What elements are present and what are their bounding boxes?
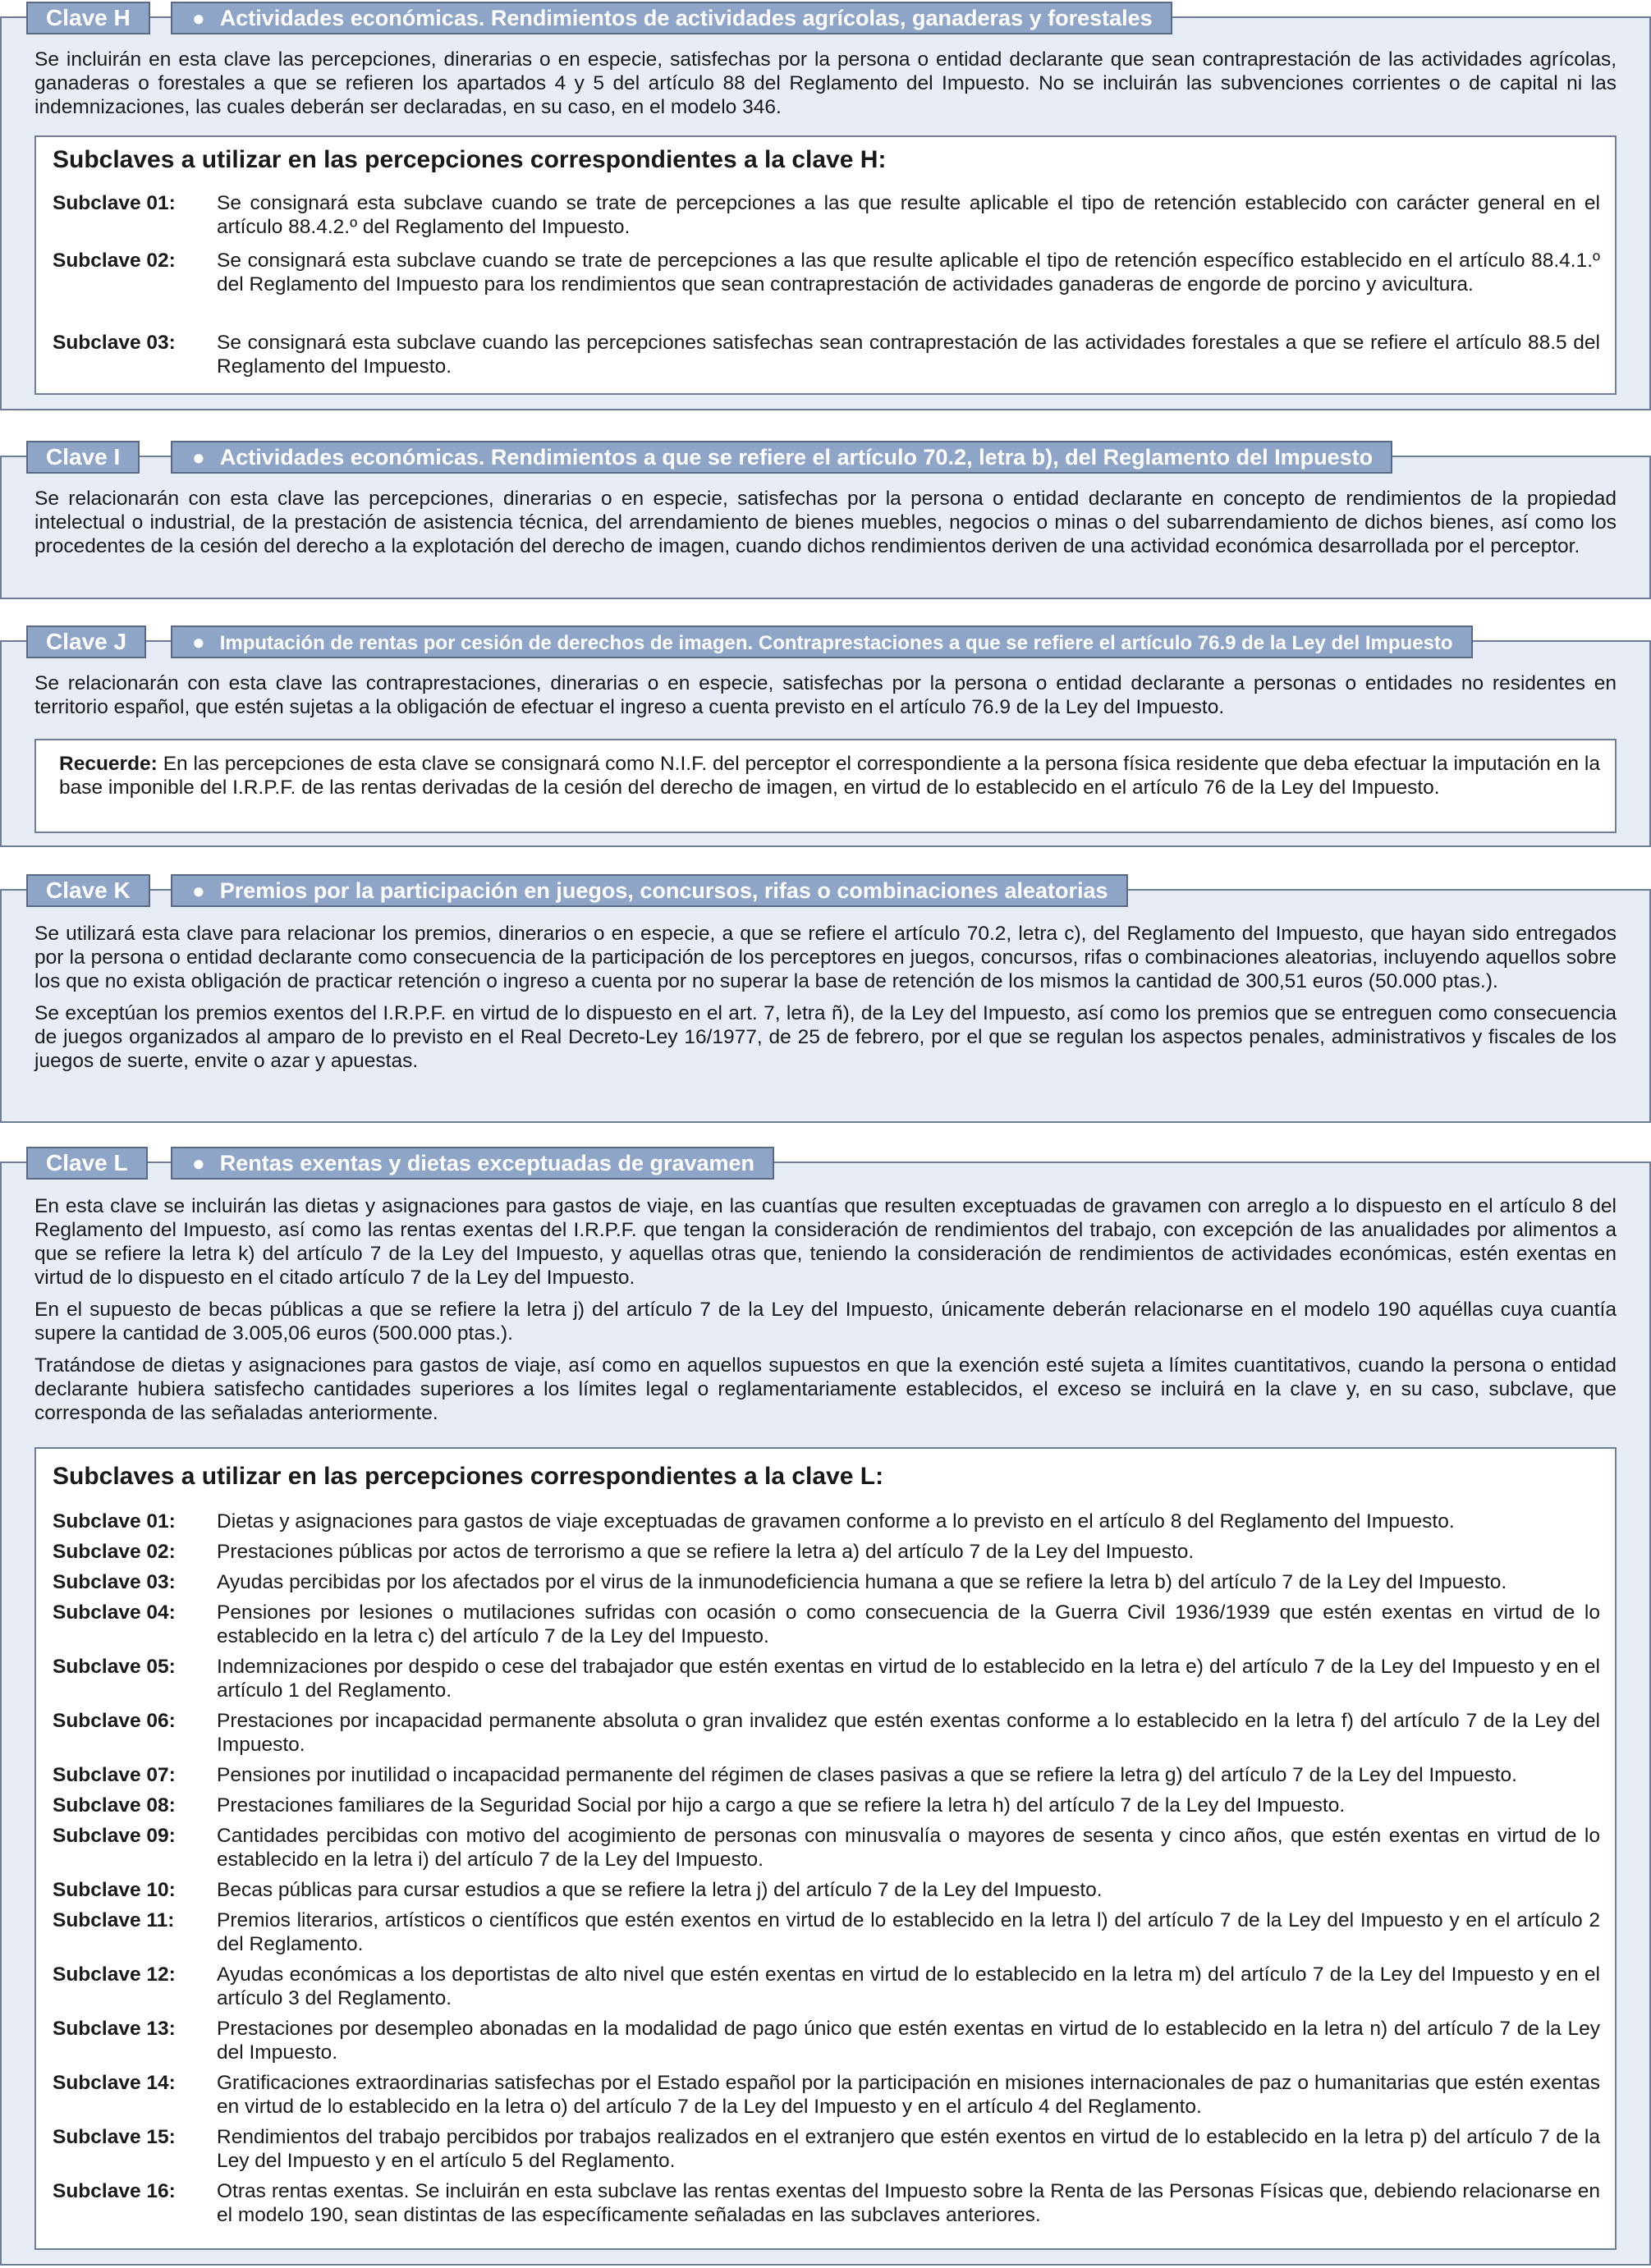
clave-l-subclave-row xyxy=(53,1540,1600,1564)
subclave-label: Subclave 01: xyxy=(53,192,176,214)
subclave-text: Otras rentas exentas. Se incluirán en esta subclave las rentas exentas del Impuesto sobre la Renta de las Personas Físicas que, debiendo relacionarse en el modelo 190, sean distintas de las específicamente señaladas en las subclaves anteriores. xyxy=(217,2180,1600,2226)
clave-l-subclave-row xyxy=(53,1601,1600,1648)
subclave-label: Subclave 02: xyxy=(53,250,176,272)
clave-j-paragraph-text: Se relacionarán con esta clave las contraprestaciones, dinerarias o en especie, satisfechas por la persona o entidad declarante a personas o entidades no residentes en territorio español, que estén sujetas a la obligación de efectuar el ingreso a cuenta previsto en el artículo 76.9 de la Ley del Impuesto. xyxy=(34,672,1617,718)
subclave-text: Pensiones por inutilidad o incapacidad permanente del régimen de clases pasivas a que se refiere la letra g) del artículo 7 de la Ley del Impuesto. xyxy=(217,1764,1517,1786)
clave-l-subclave-row xyxy=(53,2071,1600,2119)
clave-l-subclave-row xyxy=(53,1510,1600,1533)
subclave-text: Prestaciones por desempleo abonadas en la modalidad de pago único que estén exentas en virtud de lo establecido en la letra n) del artículo 7 de la Ley del Impuesto. xyxy=(217,2018,1600,2064)
section-clave-k xyxy=(0,873,1651,1127)
section-clave-l xyxy=(0,1145,1651,2266)
clave-h-subclave-row xyxy=(53,191,1600,239)
subclave-text: Prestaciones por incapacidad permanente absoluta o gran invalidez que estén exentas conforme a lo establecido en la letra f) del artículo 7 de la Ley del Impuesto. xyxy=(217,1710,1600,1756)
subclave-label: Subclave 03: xyxy=(53,1571,176,1593)
subclave-label: Subclave 07: xyxy=(53,1764,176,1786)
clave-h-title xyxy=(171,2,1172,34)
clave-i-paragraph-text: Se relacionarán con esta clave las percepciones, dinerarias o en especie, satisfechas por la persona o entidad declarante en concepto de rendimientos de la propiedad intelectual o industrial, de la prestación de asistencia técnica, del arrendamiento de bienes muebles, negocios o minas o del subarrendamiento de dichos bienes, así como los procedentes de la cesión del derecho a la explotación del derecho de imagen, cuando dichos rendimientos deriven de una actividad económica desarrollada por el perceptor. xyxy=(34,488,1617,557)
clave-k-paragraph-2: Se exceptúan los premios exentos del I.R.P.F. en virtud de lo dispuesto en el art. 7, letra ñ), de la Ley del Impuesto, así como los premios que se entreguen como consecuencia de juegos organizados al amparo de lo previsto en el Real Decreto-Ley 16/1977, de 25 de febrero, por el que se regulan los aspectos penales, administrativos y fiscales de los juegos de suerte, envite o azar y apuestas. xyxy=(34,1002,1617,1072)
clave-l-subclave-row xyxy=(53,1655,1600,1702)
clave-l-subclave-row xyxy=(53,1824,1600,1872)
clave-h-subclave-row xyxy=(53,331,1600,378)
subclave-label: Subclave 16: xyxy=(53,2180,176,2202)
clave-k-paragraphs xyxy=(34,922,1617,1081)
clave-l-subclave-row xyxy=(53,2017,1600,2064)
subclave-text: Prestaciones públicas por actos de terrorismo a que se refiere la letra a) del artículo 7 de la Ley del Impuesto. xyxy=(217,1541,1195,1563)
clave-l-title-text: Rentas exentas y dietas exceptuadas de gravamen xyxy=(219,1151,755,1175)
clave-j-paragraph xyxy=(34,671,1617,727)
clave-i-tab: Clave I xyxy=(26,441,140,474)
subclave-text: Se consignará esta subclave cuando se trate de percepciones a las que resulte aplicable el tipo de retención establecido con carácter general en el artículo 88.4.2.º del Reglamento del Impuesto. xyxy=(217,192,1600,238)
bullet-icon: ● xyxy=(192,878,205,903)
clave-h-subclave-row xyxy=(53,249,1600,296)
clave-k-paragraph-1: Se utilizará esta clave para relacionar los premios, dinerarios o en especie, a que se refiere el artículo 70.2, letra c), del Reglamento del Impuesto, que hayan sido entregados por la persona o entidad declarante como consecuencia de la participación de los perceptores en juegos, concursos, rifas o combinaciones aleatorias, incluyendo aquellos sobre los que no exista obligación de practicar retención o ingreso a cuenta por no superar la base de retención de los mismos la cantidad de 300,51 euros (50.000 ptas.). xyxy=(34,923,1617,992)
clave-l-subclave-row xyxy=(53,1794,1600,1817)
subclave-label: Subclave 14: xyxy=(53,2072,176,2094)
subclave-text: Rendimientos del trabajo percibidos por trabajos realizados en el extranjero que estén exentos en virtud de lo establecido en la letra p) del artículo 7 de la Ley del Impuesto y en el artículo 5 del Reglamento. xyxy=(217,2126,1600,2172)
subclave-label: Subclave 15: xyxy=(53,2126,176,2148)
clave-j-title-text: Imputación de rentas por cesión de derechos de imagen. Contraprestaciones a que se refiere el artículo 76.9 de la Ley del Impuesto xyxy=(219,632,1453,654)
clave-h-subclaves-box xyxy=(34,135,1617,395)
clave-i-title-text: Actividades económicas. Rendimientos a que se refiere el artículo 70.2, letra b), del Reglamento del Impuesto xyxy=(219,445,1374,470)
subclave-label: Subclave 11: xyxy=(53,1909,175,1931)
subclave-text: Ayudas percibidas por los afectados por el virus de la inmunodeficiencia humana a que se refiere la letra b) del artículo 7 de la Ley del Impuesto. xyxy=(217,1571,1507,1593)
subclave-text: Becas públicas para cursar estudios a que se refiere la letra j) del artículo 7 de la Ley del Impuesto. xyxy=(217,1879,1103,1901)
subclave-text: Se consignará esta subclave cuando se trate de percepciones a las que resulte aplicable el tipo de retención específico establecido en el artículo 88.4.1.º del Reglamento del Impuesto para los rendimientos que sean contraprestación de actividades ganaderas de engorde de porcino y avicultura. xyxy=(217,250,1600,296)
clave-j-tab: Clave J xyxy=(26,625,146,658)
subclave-label: Subclave 05: xyxy=(53,1656,176,1678)
clave-l-subclave-row xyxy=(53,1878,1600,1902)
clave-l-subclave-row xyxy=(53,1709,1600,1757)
subclave-label: Subclave 12: xyxy=(53,1963,176,1986)
subclave-text: Gratificaciones extraordinarias satisfechas por el Estado español por la participación en misiones internacionales de paz o humanitarias que estén exentas en virtud de lo establecido en la letra o) del artículo 7 de la Ley del Impuesto y en el artículo 4 del Reglamento. xyxy=(217,2072,1600,2118)
clave-h-title-text: Actividades económicas. Rendimientos de actividades agrícolas, ganaderas y forestales xyxy=(219,6,1153,30)
clave-l-paragraph-1: En esta clave se incluirán las dietas y asignaciones para gastos de viaje, en las cuantías que resulten exceptuadas de gravamen con arreglo a lo dispuesto en el artículo 8 del Reglamento del Impuesto, así como las rentas exentas del I.R.P.F. que tengan la consideración de rendimientos del trabajo, con excepción de las anualidades por alimentos a que se refiere la letra k) del artículo 7 de la Ley del Impuesto, y aquellas otras que, teniendo la consideración de rendimientos de actividades económicas, estén exentas en virtud de lo dispuesto en el citado artículo 7 de la Ley del Impuesto. xyxy=(34,1195,1617,1289)
clave-h-tab: Clave H xyxy=(26,2,150,34)
clave-l-subclave-row xyxy=(53,1908,1600,1956)
clave-l-paragraphs xyxy=(34,1194,1617,1433)
clave-l-subclave-row xyxy=(53,2125,1600,2173)
clave-l-subclave-row xyxy=(53,1763,1600,1787)
subclave-label: Subclave 13: xyxy=(53,2018,176,2040)
clave-l-subclave-row xyxy=(53,1963,1600,2010)
subclave-label: Subclave 06: xyxy=(53,1710,176,1732)
bullet-icon: ● xyxy=(192,1151,205,1175)
subclave-text: Pensiones por lesiones o mutilaciones sufridas con ocasión o como consecuencia de la Guerra Civil 1936/1939 que estén exentas en virtud de lo establecido en la letra c) del artículo 7 de la Ley del Impuesto. xyxy=(217,1601,1600,1647)
recuerde-label: Recuerde: xyxy=(59,753,158,775)
clave-l-tab: Clave L xyxy=(26,1147,148,1180)
subclave-label: Subclave 08: xyxy=(53,1794,176,1817)
bullet-icon: ● xyxy=(192,630,205,654)
clave-h-subclaves-title: Subclaves a utilizar en las percepciones correspondientes a la clave H: xyxy=(53,146,887,173)
clave-l-title xyxy=(171,1147,774,1180)
clave-l-paragraph-2: En el supuesto de becas públicas a que se refiere la letra j) del artículo 7 de la Ley del Impuesto, únicamente deberán relacionarse en el modelo 190 aquéllas cuya cuantía supere la cantidad de 3.005,06 euros (500.000 ptas.). xyxy=(34,1299,1617,1345)
clave-k-title xyxy=(171,874,1128,907)
subclave-text: Dietas y asignaciones para gastos de viaje exceptuadas de gravamen conforme a lo previsto en el artículo 8 del Reglamento del Impuesto. xyxy=(217,1510,1455,1533)
clave-k-title-text: Premios por la participación en juegos, concursos, rifas o combinaciones aleatorias xyxy=(219,878,1108,903)
subclave-label: Subclave 03: xyxy=(53,332,176,354)
clave-j-title xyxy=(171,625,1473,658)
clave-l-subclaves-box xyxy=(34,1447,1617,2250)
clave-k-tab: Clave K xyxy=(26,874,150,907)
clave-h-paragraph-text: Se incluirán en esta clave las percepciones, dinerarias o en especie, satisfechas por la persona o entidad declarante que sean contraprestación de las actividades agrícolas, ganaderas o forestales a que se refieren los apartados 4 y 5 del artículo 88 del Reglamento del Impuesto. No se incluirán las subvenciones corrientes o de capital ni las indemnizaciones, las cuales deberán ser declaradas, en su caso, en el modelo 346. xyxy=(34,48,1617,118)
subclave-text: Ayudas económicas a los deportistas de alto nivel que estén exentas en virtud de lo establecido en la letra m) del artículo 7 de la Ley del Impuesto y en el artículo 3 del Reglamento. xyxy=(217,1963,1600,2009)
section-clave-h xyxy=(0,0,1651,410)
recuerde-text: En las percepciones de esta clave se consignará como N.I.F. del perceptor el correspondiente a la persona física residente que deba efectuar la imputación en la base imponible del I.R.P.F. de las rentas derivadas de la cesión del derecho de imagen, en virtud de lo establecido en el artículo 76 de la Ley del Impuesto. xyxy=(59,753,1600,799)
subclave-label: Subclave 01: xyxy=(53,1510,176,1533)
section-clave-i xyxy=(0,439,1651,603)
section-clave-j xyxy=(0,624,1651,850)
recuerde-note xyxy=(59,752,1600,800)
clave-i-title xyxy=(171,441,1392,474)
subclave-text: Prestaciones familiares de la Seguridad Social por hijo a cargo a que se refiere la letra h) del artículo 7 de la Ley del Impuesto. xyxy=(217,1794,1346,1817)
bullet-icon: ● xyxy=(192,445,205,470)
subclave-label: Subclave 02: xyxy=(53,1541,176,1563)
subclave-label: Subclave 04: xyxy=(53,1601,176,1624)
clave-l-subclaves-title: Subclaves a utilizar en las percepciones correspondientes a la clave L: xyxy=(53,1463,884,1490)
subclave-label: Subclave 10: xyxy=(53,1879,176,1901)
clave-i-paragraph xyxy=(34,487,1617,566)
clave-l-subclave-row xyxy=(53,2179,1600,2227)
clave-l-paragraph-3: Tratándose de dietas y asignaciones para gastos de viaje, así como en aquellos supuestos en que la exención esté sujeta a límites cuantitativos, cuando la persona o entidad declarante hubiera satisfecho cantidades superiores a los límites legal o reglamentariamente establecidos, el exceso se incluirá en la clave y, en su caso, subclave, que corresponda de las señaladas anteriormente. xyxy=(34,1354,1617,1424)
clave-j-recuerde-box xyxy=(34,739,1617,833)
subclave-text: Cantidades percibidas con motivo del acogimiento de personas con minusvalía o mayores de sesenta y cinco años, que estén exentas en virtud de lo establecido en la letra i) del artículo 7 de la Ley del Impuesto. xyxy=(217,1825,1600,1871)
bullet-icon: ● xyxy=(192,6,205,30)
subclave-text: Indemnizaciones por despido o cese del trabajador que estén exentas en virtud de lo establecido en la letra e) del artículo 7 de la Ley del Impuesto y en el artículo 1 del Reglamento. xyxy=(217,1656,1600,1702)
clave-l-subclave-row xyxy=(53,1570,1600,1594)
subclave-text: Se consignará esta subclave cuando las percepciones satisfechas sean contraprestación de las actividades forestales a que se refiere el artículo 88.5 del Reglamento del Impuesto. xyxy=(217,332,1600,378)
subclave-text: Premios literarios, artísticos o científicos que estén exentos en virtud de lo establecido en la letra l) del artículo 7 de la Ley del Impuesto y en el artículo 2 del Reglamento. xyxy=(217,1909,1600,1955)
subclave-label: Subclave 09: xyxy=(53,1825,176,1847)
clave-h-paragraph xyxy=(34,48,1617,127)
